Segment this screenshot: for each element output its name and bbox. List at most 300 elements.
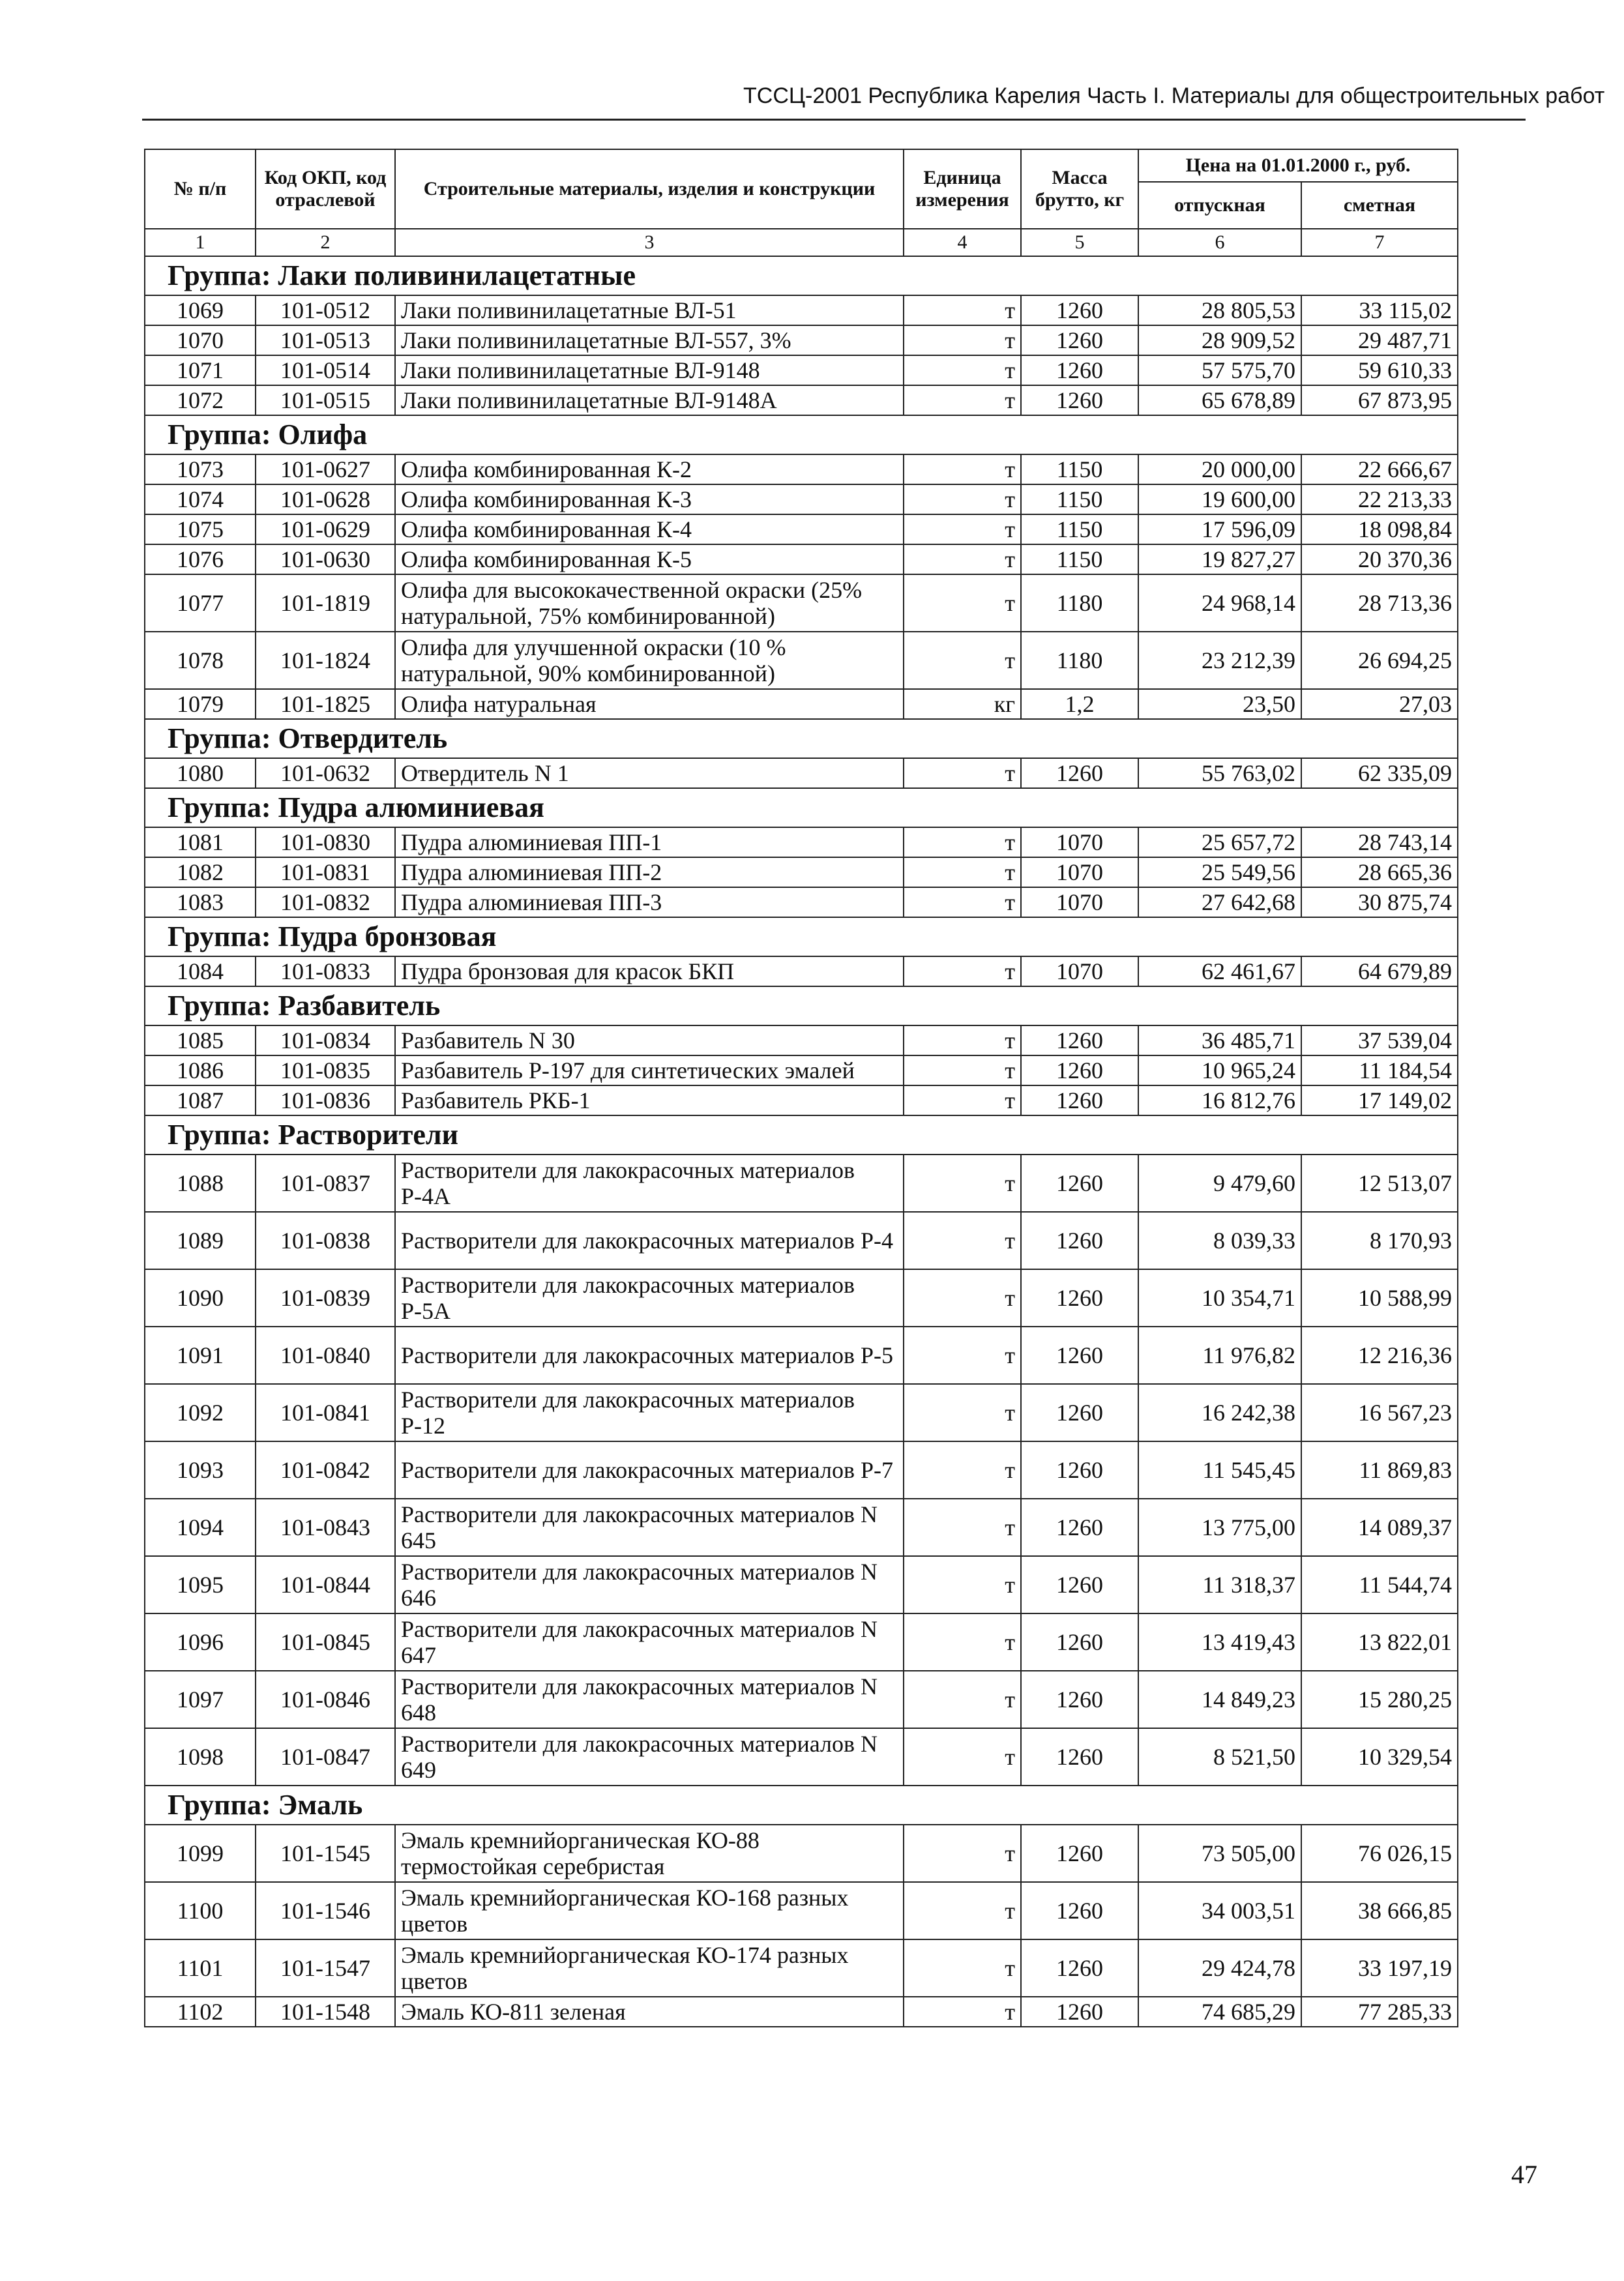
row-number: 1089 xyxy=(145,1212,256,1269)
row-release-price: 25 549,56 xyxy=(1138,857,1301,887)
row-estimate-price: 62 335,09 xyxy=(1301,758,1458,788)
row-okp-code: 101-0836 xyxy=(256,1085,395,1115)
row-release-price: 19 827,27 xyxy=(1138,544,1301,574)
row-okp-code: 101-0627 xyxy=(256,454,395,484)
row-release-price: 13 419,43 xyxy=(1138,1613,1301,1671)
row-number: 1098 xyxy=(145,1728,256,1786)
row-unit: кг xyxy=(904,689,1021,719)
table-row xyxy=(145,1499,1458,1556)
row-estimate-price: 11 869,83 xyxy=(1301,1441,1458,1499)
row-estimate-price: 38 666,85 xyxy=(1301,1882,1458,1939)
table-row xyxy=(145,1613,1458,1671)
col-header-num: № п/п xyxy=(145,149,256,229)
row-estimate-price: 16 567,23 xyxy=(1301,1384,1458,1441)
row-mass: 1260 xyxy=(1021,1327,1138,1384)
row-unit: т xyxy=(904,1025,1021,1055)
group-title: Группа: Лаки поливинилацетатные xyxy=(145,256,1458,295)
row-mass: 1260 xyxy=(1021,1613,1138,1671)
column-number: 6 xyxy=(1138,229,1301,256)
table-row xyxy=(145,574,1458,632)
column-number: 1 xyxy=(145,229,256,256)
row-material-name: Разбавитель N 30 xyxy=(395,1025,904,1055)
col-header-price: Цена на 01.01.2000 г., руб. xyxy=(1138,149,1458,182)
column-number: 2 xyxy=(256,229,395,256)
table-row xyxy=(145,758,1458,788)
col-header-estimate-price: сметная xyxy=(1301,182,1458,229)
row-number: 1102 xyxy=(145,1997,256,2027)
row-estimate-price: 37 539,04 xyxy=(1301,1025,1458,1055)
group-title: Группа: Олифа xyxy=(145,415,1458,454)
row-estimate-price: 59 610,33 xyxy=(1301,355,1458,385)
row-unit: т xyxy=(904,1212,1021,1269)
row-okp-code: 101-0515 xyxy=(256,385,395,415)
row-okp-code: 101-0845 xyxy=(256,1613,395,1671)
column-number-row xyxy=(145,229,1458,256)
table-header xyxy=(145,149,1458,256)
row-material-name: Эмаль кремнийорганическая КО-174 разных цветов xyxy=(395,1939,904,1997)
row-number: 1091 xyxy=(145,1327,256,1384)
table-row xyxy=(145,1825,1458,1882)
row-okp-code: 101-0514 xyxy=(256,355,395,385)
table-row xyxy=(145,689,1458,719)
table-row xyxy=(145,1882,1458,1939)
row-unit: т xyxy=(904,1882,1021,1939)
row-number: 1075 xyxy=(145,514,256,544)
row-estimate-price: 15 280,25 xyxy=(1301,1671,1458,1728)
row-estimate-price: 14 089,37 xyxy=(1301,1499,1458,1556)
group-header-row xyxy=(145,1115,1458,1155)
row-mass: 1180 xyxy=(1021,632,1138,689)
row-estimate-price: 13 822,01 xyxy=(1301,1613,1458,1671)
table-row xyxy=(145,857,1458,887)
row-mass: 1260 xyxy=(1021,1269,1138,1327)
row-number: 1069 xyxy=(145,295,256,325)
row-mass: 1260 xyxy=(1021,1025,1138,1055)
row-release-price: 28 805,53 xyxy=(1138,295,1301,325)
table-row xyxy=(145,1085,1458,1115)
row-number: 1092 xyxy=(145,1384,256,1441)
row-unit: т xyxy=(904,1997,1021,2027)
row-okp-code: 101-0632 xyxy=(256,758,395,788)
row-unit: т xyxy=(904,887,1021,917)
row-estimate-price: 11 184,54 xyxy=(1301,1055,1458,1085)
row-release-price: 23 212,39 xyxy=(1138,632,1301,689)
group-title: Группа: Пудра алюминиевая xyxy=(145,788,1458,827)
row-material-name: Лаки поливинилацетатные ВЛ-557, 3% xyxy=(395,325,904,355)
table-row xyxy=(145,1556,1458,1613)
row-release-price: 11 976,82 xyxy=(1138,1327,1301,1384)
row-number: 1083 xyxy=(145,887,256,917)
group-title: Группа: Разбавитель xyxy=(145,986,1458,1025)
row-okp-code: 101-0844 xyxy=(256,1556,395,1613)
row-material-name: Олифа комбинированная К-4 xyxy=(395,514,904,544)
row-number: 1096 xyxy=(145,1613,256,1671)
row-material-name: Лаки поливинилацетатные ВЛ-51 xyxy=(395,295,904,325)
row-estimate-price: 18 098,84 xyxy=(1301,514,1458,544)
row-material-name: Олифа для высококачественной окраски (25% натуральной, 75% комбинированной) xyxy=(395,574,904,632)
row-mass: 1260 xyxy=(1021,1055,1138,1085)
row-material-name: Растворители для лакокрасочных материалов N 648 xyxy=(395,1671,904,1728)
row-estimate-price: 28 743,14 xyxy=(1301,827,1458,857)
row-unit: т xyxy=(904,827,1021,857)
row-estimate-price: 10 329,54 xyxy=(1301,1728,1458,1786)
row-number: 1099 xyxy=(145,1825,256,1882)
col-header-unit: Единица измерения xyxy=(904,149,1021,229)
row-unit: т xyxy=(904,484,1021,514)
row-unit: т xyxy=(904,1939,1021,1997)
table-row xyxy=(145,295,1458,325)
table-row xyxy=(145,827,1458,857)
row-material-name: Растворители для лакокрасочных материалов Р-4 xyxy=(395,1212,904,1269)
row-estimate-price: 26 694,25 xyxy=(1301,632,1458,689)
row-okp-code: 101-1545 xyxy=(256,1825,395,1882)
row-unit: т xyxy=(904,758,1021,788)
row-mass: 1260 xyxy=(1021,1728,1138,1786)
row-estimate-price: 12 513,07 xyxy=(1301,1155,1458,1212)
row-release-price: 55 763,02 xyxy=(1138,758,1301,788)
group-title: Группа: Отвердитель xyxy=(145,719,1458,758)
row-unit: т xyxy=(904,574,1021,632)
table-row xyxy=(145,325,1458,355)
row-unit: т xyxy=(904,1085,1021,1115)
row-mass: 1260 xyxy=(1021,385,1138,415)
group-header-row xyxy=(145,1786,1458,1825)
group-header-row xyxy=(145,986,1458,1025)
row-number: 1084 xyxy=(145,956,256,986)
row-material-name: Разбавитель РКБ-1 xyxy=(395,1085,904,1115)
row-release-price: 74 685,29 xyxy=(1138,1997,1301,2027)
row-unit: т xyxy=(904,1499,1021,1556)
row-material-name: Олифа комбинированная К-2 xyxy=(395,454,904,484)
row-number: 1079 xyxy=(145,689,256,719)
row-unit: т xyxy=(904,1269,1021,1327)
row-release-price: 29 424,78 xyxy=(1138,1939,1301,1997)
row-release-price: 73 505,00 xyxy=(1138,1825,1301,1882)
row-estimate-price: 27,03 xyxy=(1301,689,1458,719)
price-table xyxy=(144,149,1458,2027)
column-number: 7 xyxy=(1301,229,1458,256)
row-unit: т xyxy=(904,1728,1021,1786)
row-mass: 1150 xyxy=(1021,484,1138,514)
group-header-row xyxy=(145,719,1458,758)
row-unit: т xyxy=(904,1384,1021,1441)
row-mass: 1260 xyxy=(1021,1556,1138,1613)
row-okp-code: 101-0841 xyxy=(256,1384,395,1441)
row-unit: т xyxy=(904,454,1021,484)
row-material-name: Лаки поливинилацетатные ВЛ-9148 xyxy=(395,355,904,385)
row-number: 1094 xyxy=(145,1499,256,1556)
row-okp-code: 101-0838 xyxy=(256,1212,395,1269)
table-row xyxy=(145,514,1458,544)
table-row xyxy=(145,1728,1458,1786)
row-estimate-price: 12 216,36 xyxy=(1301,1327,1458,1384)
row-mass: 1260 xyxy=(1021,1499,1138,1556)
table-row xyxy=(145,1212,1458,1269)
row-estimate-price: 76 026,15 xyxy=(1301,1825,1458,1882)
row-mass: 1,2 xyxy=(1021,689,1138,719)
row-release-price: 23,50 xyxy=(1138,689,1301,719)
row-number: 1072 xyxy=(145,385,256,415)
row-release-price: 24 968,14 xyxy=(1138,574,1301,632)
row-okp-code: 101-0513 xyxy=(256,325,395,355)
row-unit: т xyxy=(904,1671,1021,1728)
table-row xyxy=(145,1671,1458,1728)
row-material-name: Растворители для лакокрасочных материалов Р-5А xyxy=(395,1269,904,1327)
row-estimate-price: 11 544,74 xyxy=(1301,1556,1458,1613)
row-number: 1077 xyxy=(145,574,256,632)
table-row xyxy=(145,454,1458,484)
row-mass: 1260 xyxy=(1021,325,1138,355)
row-okp-code: 101-0846 xyxy=(256,1671,395,1728)
row-unit: т xyxy=(904,1825,1021,1882)
row-okp-code: 101-0830 xyxy=(256,827,395,857)
row-unit: т xyxy=(904,1055,1021,1085)
row-estimate-price: 20 370,36 xyxy=(1301,544,1458,574)
row-okp-code: 101-1547 xyxy=(256,1939,395,1997)
row-okp-code: 101-1819 xyxy=(256,574,395,632)
header-divider xyxy=(142,119,1526,121)
group-header-row xyxy=(145,415,1458,454)
row-estimate-price: 22 666,67 xyxy=(1301,454,1458,484)
row-number: 1082 xyxy=(145,857,256,887)
row-number: 1076 xyxy=(145,544,256,574)
row-okp-code: 101-0839 xyxy=(256,1269,395,1327)
row-estimate-price: 10 588,99 xyxy=(1301,1269,1458,1327)
row-okp-code: 101-0840 xyxy=(256,1327,395,1384)
table-row xyxy=(145,1441,1458,1499)
table-row xyxy=(145,1155,1458,1212)
row-release-price: 65 678,89 xyxy=(1138,385,1301,415)
column-number: 5 xyxy=(1021,229,1138,256)
row-unit: т xyxy=(904,632,1021,689)
row-release-price: 19 600,00 xyxy=(1138,484,1301,514)
row-okp-code: 101-1825 xyxy=(256,689,395,719)
row-release-price: 14 849,23 xyxy=(1138,1671,1301,1728)
row-number: 1074 xyxy=(145,484,256,514)
row-okp-code: 101-0837 xyxy=(256,1155,395,1212)
col-header-name: Строительные материалы, изделия и конструкции xyxy=(395,149,904,229)
row-number: 1088 xyxy=(145,1155,256,1212)
row-number: 1086 xyxy=(145,1055,256,1085)
row-okp-code: 101-0832 xyxy=(256,887,395,917)
row-okp-code: 101-1546 xyxy=(256,1882,395,1939)
table-row xyxy=(145,1384,1458,1441)
row-release-price: 16 812,76 xyxy=(1138,1085,1301,1115)
row-release-price: 17 596,09 xyxy=(1138,514,1301,544)
row-unit: т xyxy=(904,325,1021,355)
row-release-price: 27 642,68 xyxy=(1138,887,1301,917)
row-unit: т xyxy=(904,544,1021,574)
table-row xyxy=(145,484,1458,514)
row-unit: т xyxy=(904,956,1021,986)
row-release-price: 9 479,60 xyxy=(1138,1155,1301,1212)
row-unit: т xyxy=(904,385,1021,415)
row-mass: 1070 xyxy=(1021,956,1138,986)
row-release-price: 11 318,37 xyxy=(1138,1556,1301,1613)
row-material-name: Лаки поливинилацетатные ВЛ-9148А xyxy=(395,385,904,415)
group-title: Группа: Эмаль xyxy=(145,1786,1458,1825)
row-material-name: Олифа комбинированная К-3 xyxy=(395,484,904,514)
row-material-name: Эмаль КО-811 зеленая xyxy=(395,1997,904,2027)
row-material-name: Пудра алюминиевая ПП-2 xyxy=(395,857,904,887)
row-estimate-price: 77 285,33 xyxy=(1301,1997,1458,2027)
col-header-mass: Масса брутто, кг xyxy=(1021,149,1138,229)
row-material-name: Растворители для лакокрасочных материалов Р-7 xyxy=(395,1441,904,1499)
row-material-name: Пудра алюминиевая ПП-1 xyxy=(395,827,904,857)
table-row xyxy=(145,956,1458,986)
row-unit: т xyxy=(904,1327,1021,1384)
row-material-name: Олифа для улучшенной окраски (10 % натуральной, 90% комбинированной) xyxy=(395,632,904,689)
row-material-name: Олифа комбинированная К-5 xyxy=(395,544,904,574)
row-material-name: Растворители для лакокрасочных материалов N 649 xyxy=(395,1728,904,1786)
row-number: 1081 xyxy=(145,827,256,857)
table-row xyxy=(145,544,1458,574)
row-release-price: 28 909,52 xyxy=(1138,325,1301,355)
row-unit: т xyxy=(904,295,1021,325)
row-mass: 1180 xyxy=(1021,574,1138,632)
row-okp-code: 101-0833 xyxy=(256,956,395,986)
group-header-row xyxy=(145,256,1458,295)
group-title: Группа: Растворители xyxy=(145,1115,1458,1155)
row-number: 1070 xyxy=(145,325,256,355)
col-header-okp: Код ОКП, код отраслевой xyxy=(256,149,395,229)
row-unit: т xyxy=(904,1441,1021,1499)
row-okp-code: 101-0629 xyxy=(256,514,395,544)
row-okp-code: 101-0835 xyxy=(256,1055,395,1085)
column-number: 3 xyxy=(395,229,904,256)
row-okp-code: 101-0843 xyxy=(256,1499,395,1556)
table-row xyxy=(145,355,1458,385)
row-mass: 1150 xyxy=(1021,514,1138,544)
row-number: 1100 xyxy=(145,1882,256,1939)
row-okp-code: 101-1824 xyxy=(256,632,395,689)
row-number: 1085 xyxy=(145,1025,256,1055)
row-release-price: 13 775,00 xyxy=(1138,1499,1301,1556)
row-material-name: Растворители для лакокрасочных материалов Р-12 xyxy=(395,1384,904,1441)
table-row xyxy=(145,1327,1458,1384)
row-release-price: 11 545,45 xyxy=(1138,1441,1301,1499)
row-release-price: 8 521,50 xyxy=(1138,1728,1301,1786)
row-estimate-price: 8 170,93 xyxy=(1301,1212,1458,1269)
row-material-name: Растворители для лакокрасочных материалов Р-4А xyxy=(395,1155,904,1212)
group-header-row xyxy=(145,788,1458,827)
row-unit: т xyxy=(904,514,1021,544)
table-row xyxy=(145,385,1458,415)
row-number: 1090 xyxy=(145,1269,256,1327)
row-okp-code: 101-0831 xyxy=(256,857,395,887)
row-estimate-price: 22 213,33 xyxy=(1301,484,1458,514)
row-estimate-price: 67 873,95 xyxy=(1301,385,1458,415)
row-mass: 1260 xyxy=(1021,1825,1138,1882)
row-estimate-price: 29 487,71 xyxy=(1301,325,1458,355)
row-mass: 1150 xyxy=(1021,454,1138,484)
row-material-name: Растворители для лакокрасочных материалов N 647 xyxy=(395,1613,904,1671)
row-mass: 1260 xyxy=(1021,355,1138,385)
row-material-name: Растворители для лакокрасочных материалов Р-5 xyxy=(395,1327,904,1384)
table-row xyxy=(145,1939,1458,1997)
column-number: 4 xyxy=(904,229,1021,256)
row-release-price: 10 354,71 xyxy=(1138,1269,1301,1327)
row-material-name: Олифа натуральная xyxy=(395,689,904,719)
page-number: 47 xyxy=(1511,2160,1537,2189)
row-estimate-price: 28 665,36 xyxy=(1301,857,1458,887)
row-okp-code: 101-0834 xyxy=(256,1025,395,1055)
row-estimate-price: 28 713,36 xyxy=(1301,574,1458,632)
row-release-price: 25 657,72 xyxy=(1138,827,1301,857)
row-release-price: 62 461,67 xyxy=(1138,956,1301,986)
row-estimate-price: 33 197,19 xyxy=(1301,1939,1458,1997)
row-okp-code: 101-0847 xyxy=(256,1728,395,1786)
row-okp-code: 101-0630 xyxy=(256,544,395,574)
row-unit: т xyxy=(904,1155,1021,1212)
row-mass: 1260 xyxy=(1021,1155,1138,1212)
row-material-name: Пудра бронзовая для красок БКП xyxy=(395,956,904,986)
row-mass: 1070 xyxy=(1021,857,1138,887)
row-mass: 1260 xyxy=(1021,1997,1138,2027)
row-mass: 1260 xyxy=(1021,295,1138,325)
row-mass: 1070 xyxy=(1021,827,1138,857)
row-estimate-price: 30 875,74 xyxy=(1301,887,1458,917)
group-title: Группа: Пудра бронзовая xyxy=(145,917,1458,956)
row-unit: т xyxy=(904,1556,1021,1613)
row-okp-code: 101-0842 xyxy=(256,1441,395,1499)
row-mass: 1260 xyxy=(1021,1882,1138,1939)
row-material-name: Эмаль кремнийорганическая КО-88 термостойкая серебристая xyxy=(395,1825,904,1882)
table-row xyxy=(145,1269,1458,1327)
row-okp-code: 101-0628 xyxy=(256,484,395,514)
row-number: 1087 xyxy=(145,1085,256,1115)
row-mass: 1260 xyxy=(1021,1939,1138,1997)
row-material-name: Эмаль кремнийорганическая КО-168 разных цветов xyxy=(395,1882,904,1939)
row-material-name: Растворители для лакокрасочных материалов N 645 xyxy=(395,1499,904,1556)
table-row xyxy=(145,1025,1458,1055)
row-mass: 1260 xyxy=(1021,1212,1138,1269)
row-mass: 1260 xyxy=(1021,1384,1138,1441)
running-header: ТССЦ-2001 Республика Карелия Часть I. Материалы для общестроительных работ xyxy=(743,83,1605,108)
table-row xyxy=(145,632,1458,689)
col-header-release-price: отпускная xyxy=(1138,182,1301,229)
row-number: 1097 xyxy=(145,1671,256,1728)
row-okp-code: 101-0512 xyxy=(256,295,395,325)
table-row xyxy=(145,1997,1458,2027)
row-number: 1071 xyxy=(145,355,256,385)
row-release-price: 10 965,24 xyxy=(1138,1055,1301,1085)
table-body xyxy=(145,256,1458,2027)
row-mass: 1260 xyxy=(1021,758,1138,788)
row-number: 1078 xyxy=(145,632,256,689)
row-unit: т xyxy=(904,1613,1021,1671)
row-release-price: 36 485,71 xyxy=(1138,1025,1301,1055)
row-estimate-price: 33 115,02 xyxy=(1301,295,1458,325)
row-number: 1073 xyxy=(145,454,256,484)
row-release-price: 34 003,51 xyxy=(1138,1882,1301,1939)
row-material-name: Пудра алюминиевая ПП-3 xyxy=(395,887,904,917)
row-number: 1093 xyxy=(145,1441,256,1499)
row-release-price: 16 242,38 xyxy=(1138,1384,1301,1441)
row-mass: 1260 xyxy=(1021,1085,1138,1115)
row-estimate-price: 64 679,89 xyxy=(1301,956,1458,986)
row-release-price: 20 000,00 xyxy=(1138,454,1301,484)
row-material-name: Отвердитель N 1 xyxy=(395,758,904,788)
row-number: 1095 xyxy=(145,1556,256,1613)
table-row xyxy=(145,887,1458,917)
row-mass: 1260 xyxy=(1021,1441,1138,1499)
row-mass: 1260 xyxy=(1021,1671,1138,1728)
row-mass: 1070 xyxy=(1021,887,1138,917)
row-unit: т xyxy=(904,355,1021,385)
row-unit: т xyxy=(904,857,1021,887)
row-estimate-price: 17 149,02 xyxy=(1301,1085,1458,1115)
